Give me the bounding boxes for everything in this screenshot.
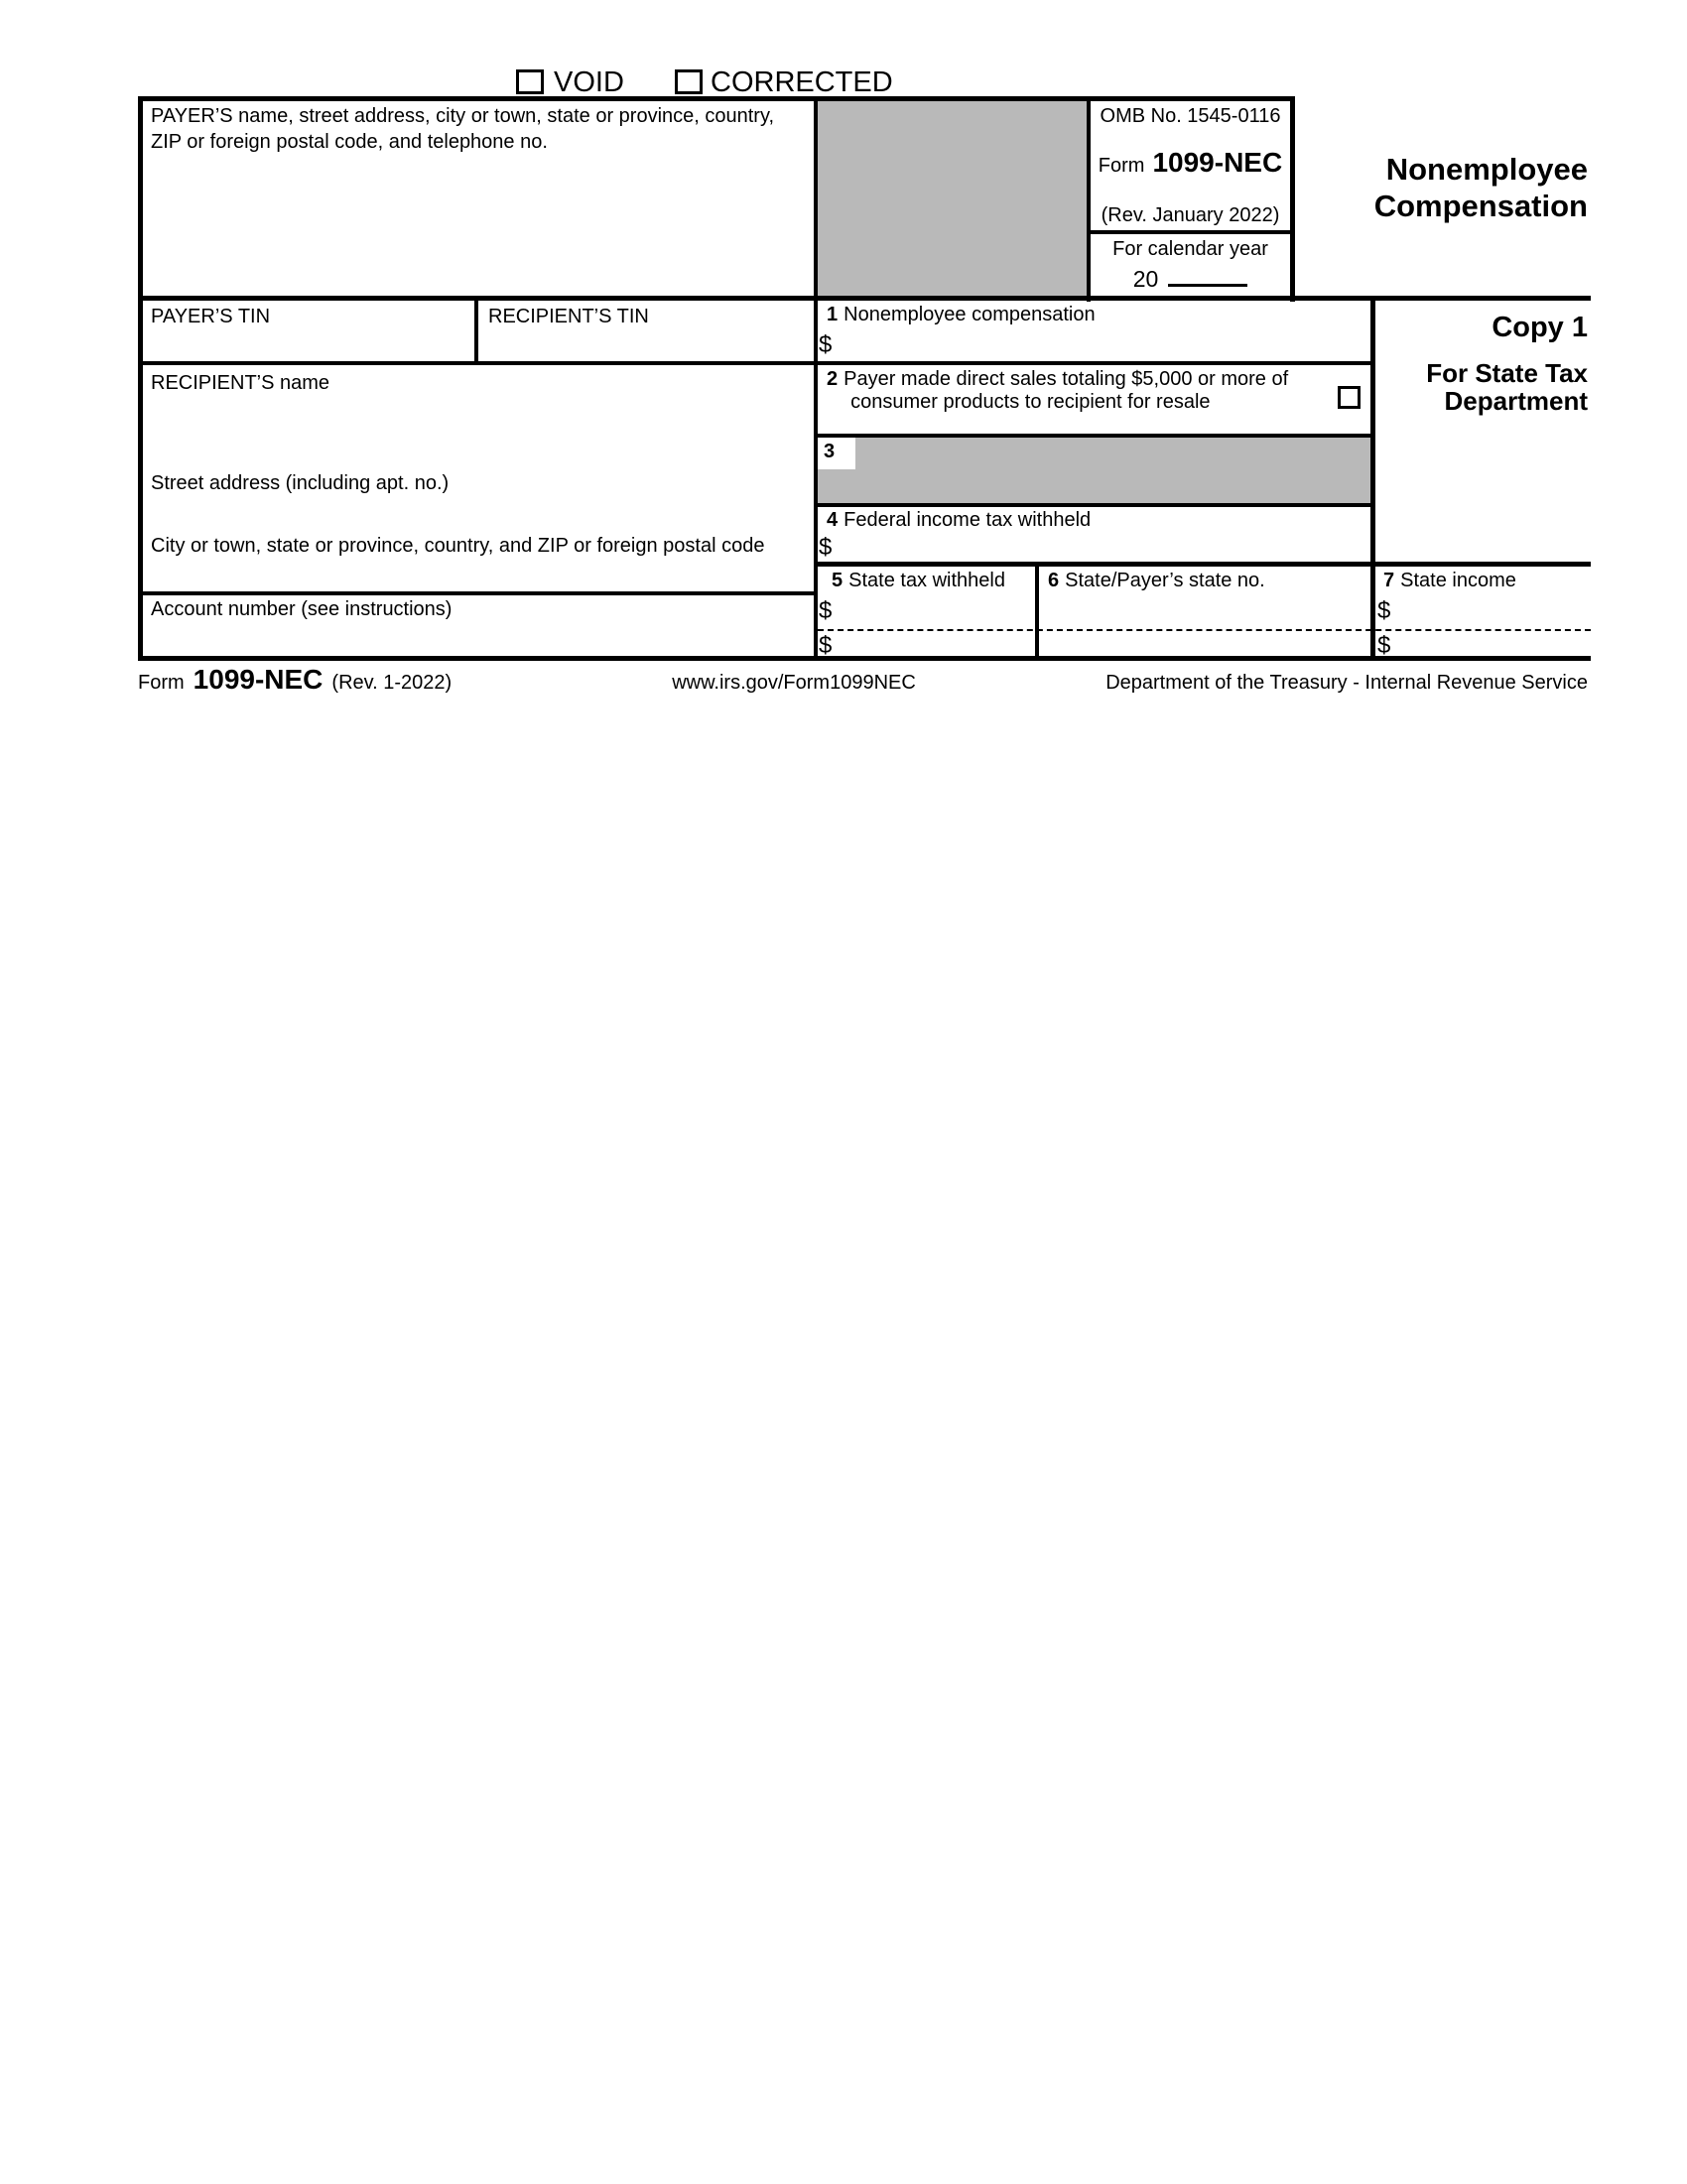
- form-title-line2: Compensation: [1373, 189, 1588, 223]
- box3-number: 3: [824, 441, 836, 462]
- line-middle-vertical: [814, 96, 818, 661]
- box5-amount-bottom-field[interactable]: [842, 633, 1030, 655]
- calendar-year-prefix: 20: [1132, 266, 1159, 292]
- copy-for-line1: For State Tax: [1426, 358, 1588, 388]
- box7-dollar-sign-top: $: [1377, 597, 1391, 624]
- box7-label-text: State income: [1400, 570, 1516, 591]
- form-title-line1: Nonemployee: [1385, 152, 1588, 187]
- box2-checkbox[interactable]: [1338, 386, 1361, 409]
- street-address-label: Street address (including apt. no.): [151, 472, 450, 494]
- box6-state-number-field[interactable]: [1042, 595, 1367, 655]
- box4-dollar-sign: $: [819, 534, 833, 561]
- omb-number: OMB No. 1545-0116: [1100, 105, 1281, 127]
- footer-form-number: 1099-NEC: [193, 664, 324, 695]
- footer-irs-url[interactable]: www.irs.gov/Form1099NEC: [672, 672, 916, 694]
- recipient-tin-field[interactable]: [482, 327, 810, 359]
- box2-label-line2: consumer products to recipient for resale: [850, 391, 1211, 413]
- box7-label: [1383, 570, 1516, 592]
- void-checkbox[interactable]: [516, 69, 544, 94]
- box5-label-text: State tax withheld: [848, 570, 1005, 591]
- city-state-zip-label: City or town, state or province, country, and ZIP or foreign postal code: [151, 535, 765, 557]
- box2-label: [827, 368, 1288, 414]
- corrected-label: CORRECTED: [711, 66, 893, 98]
- footer-department: Department of the Treasury - Internal Revenue Service: [1105, 672, 1588, 694]
- box1-amount-field[interactable]: [842, 329, 1365, 359]
- box1-label-text: Nonemployee compensation: [844, 304, 1096, 325]
- box4-label-text: Federal income tax withheld: [844, 509, 1092, 531]
- line-account-top: [138, 591, 818, 595]
- shaded-area-top: [818, 101, 1087, 296]
- recipient-name-label: RECIPIENT’S name: [151, 372, 330, 394]
- shaded-area-box3: [818, 438, 1370, 503]
- box1-dollar-sign: $: [819, 331, 833, 358]
- payer-tin-field[interactable]: [145, 327, 470, 359]
- recipient-name-field[interactable]: [145, 397, 810, 466]
- box5-dollar-sign-bottom: $: [819, 632, 833, 659]
- form-title: [1270, 151, 1588, 224]
- box6-label: [1048, 570, 1265, 592]
- payer-info-label: PAYER’S name, street address, city or town, state or province, country, ZIP or foreign postal code, and telephone no.: [151, 105, 775, 153]
- box2-number: 2: [827, 368, 839, 390]
- box7-dollar-sign-bottom: $: [1377, 632, 1391, 659]
- box2-label-line1: Payer made direct sales totaling $5,000 or more of: [844, 368, 1289, 390]
- account-number-field[interactable]: [145, 623, 810, 653]
- calendar-year-field[interactable]: [1168, 260, 1247, 287]
- street-address-field[interactable]: [145, 496, 810, 530]
- box5-amount-top-field[interactable]: [842, 595, 1030, 625]
- line-box4-bottom: [814, 562, 1591, 567]
- corrected-checkbox[interactable]: [675, 69, 703, 94]
- recipient-tin-label: RECIPIENT’S TIN: [488, 306, 649, 327]
- omb-form-prefix: Form: [1098, 155, 1145, 177]
- omb-form-number-row: [1091, 147, 1290, 179]
- payer-tin-label: PAYER’S TIN: [151, 306, 271, 327]
- box6-label-text: State/Payer’s state no.: [1065, 570, 1265, 591]
- payer-info-field[interactable]: [145, 159, 808, 290]
- omb-form-number: 1099-NEC: [1152, 147, 1283, 178]
- copy-recipient-text: [1330, 359, 1588, 415]
- box4-label: [827, 509, 1091, 532]
- omb-revision: (Rev. January 2022): [1101, 204, 1280, 226]
- line-box5-box6-divider: [1035, 562, 1039, 661]
- footer-form-id: [138, 664, 452, 696]
- box1-number: 1: [827, 304, 839, 325]
- calendar-year-label: For calendar year: [1112, 238, 1268, 260]
- footer-form-prefix: Form: [138, 672, 185, 694]
- line-box3-bottom: [814, 503, 1375, 507]
- calendar-year-row: [1091, 260, 1290, 293]
- line-tin-divider: [474, 296, 478, 365]
- copy-label: Copy 1: [1492, 312, 1588, 343]
- line-right-column: [1370, 296, 1375, 661]
- account-number-label: Account number (see instructions): [151, 598, 453, 620]
- copy-for-line2: Department: [1444, 386, 1588, 416]
- footer-revision: (Rev. 1-2022): [331, 672, 453, 694]
- box4-number: 4: [827, 509, 839, 531]
- box6-number: 6: [1048, 570, 1060, 591]
- box7-number: 7: [1383, 570, 1395, 591]
- box1-label: [827, 304, 1096, 326]
- box7-amount-bottom-field[interactable]: [1401, 633, 1586, 655]
- line-omb-subdivider: [1087, 230, 1295, 234]
- line-row3: [138, 361, 1375, 365]
- box7-amount-top-field[interactable]: [1401, 595, 1586, 625]
- box5-dollar-sign-top: $: [819, 597, 833, 624]
- void-label: VOID: [554, 66, 624, 98]
- box4-amount-field[interactable]: [842, 532, 1365, 560]
- box5-label: [832, 570, 1005, 592]
- line-left-border: [138, 96, 143, 661]
- box5-number: 5: [832, 570, 844, 591]
- city-state-zip-field[interactable]: [145, 559, 810, 588]
- line-box2-bottom: [814, 434, 1375, 438]
